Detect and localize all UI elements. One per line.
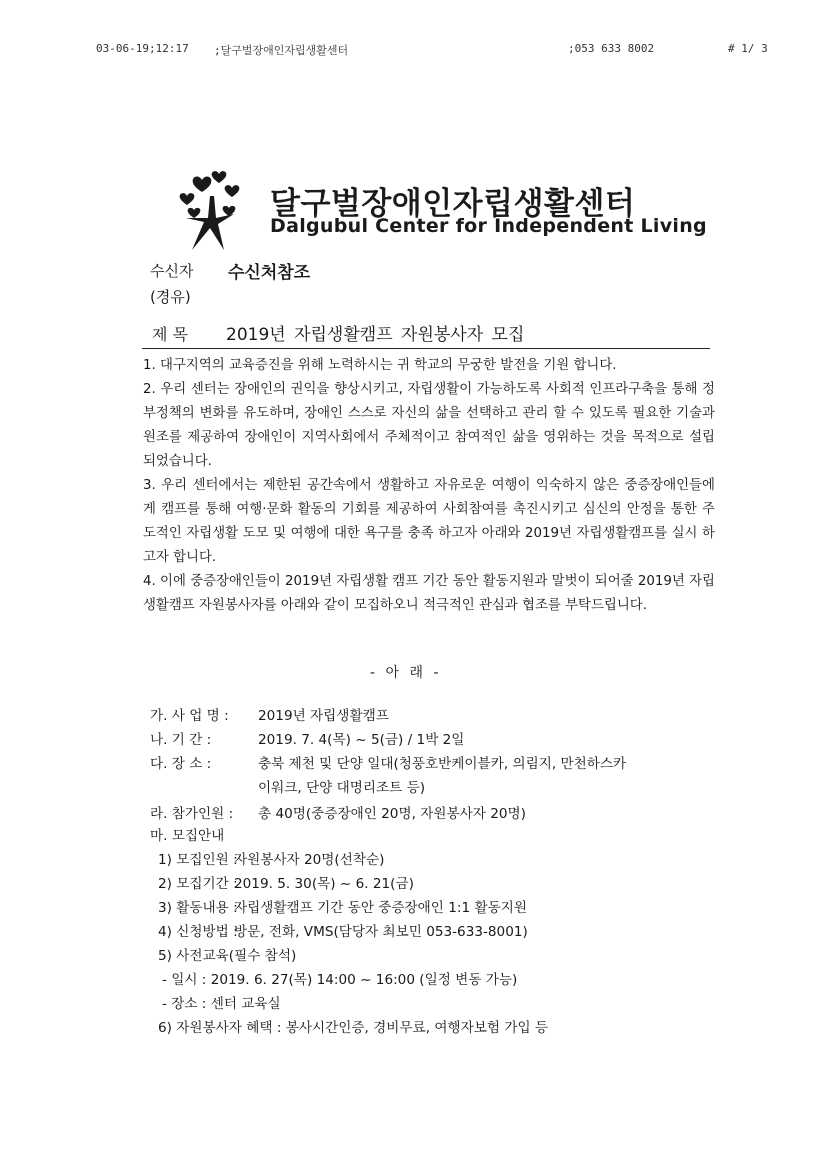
detail-project-name — [150, 704, 389, 724]
fax-phone: ;053 633 8002 — [568, 42, 655, 55]
detail-value: 2019년 자립생활캠프 — [258, 708, 389, 724]
hearts-tree-logo-icon — [174, 166, 248, 252]
pre-education-place: - 장소 : 센터 교육실 — [162, 996, 281, 1012]
detail-value: 총 40명(중증장애인 20명, 자원봉사자 20명) — [258, 806, 526, 822]
detail-location-continued: 이워크, 단양 대명리조트 등) — [258, 780, 426, 796]
fax-transmission-header — [96, 42, 786, 58]
detail-label: 1) 모집인원 : — [158, 852, 238, 868]
detail-label: 4) 신청방법 : — [158, 924, 238, 940]
detail-recruitment-heading: 마. 모집안내 — [150, 828, 225, 844]
fax-sender: ;달구벌장애인자립생활센터 — [214, 44, 349, 57]
detail-label: 2) 모집기간 : — [158, 876, 238, 892]
detail-participants — [150, 802, 526, 822]
recruit-item-5: 5) 사전교육(필수 참석) — [158, 948, 297, 964]
detail-label: 3) 활동내용 : — [158, 900, 238, 916]
recipient-value: 수신처참조 — [228, 263, 311, 283]
detail-value: 2019. 7. 4(목) ~ 5(금) / 1박 2일 — [258, 732, 465, 748]
subject-label: 제 목 — [152, 325, 188, 344]
fax-datetime: 03-06-19;12:17 — [96, 42, 189, 55]
detail-label: 나. 기 간 : — [150, 732, 212, 748]
body-paragraph-4: 4. 이에 중증장애인들이 2019년 자립생활 캠프 기간 동안 활동지원과 말벗이 되어줄 2019년 자립생활캠프 자원봉사자를 아래와 같이 모집하오니 적극적인 관심과 협조를 부탁드립니다. — [143, 574, 715, 613]
recruit-item-4 — [158, 920, 528, 940]
detail-period — [150, 728, 464, 748]
organization-name-korean: 달구벌장애인자립생활센터 — [270, 186, 636, 222]
detail-label: 라. 참가인원 : — [150, 806, 234, 822]
recruit-item-2 — [158, 872, 414, 892]
detail-label: 가. 사 업 명 : — [150, 708, 229, 724]
via-label: (경유) — [150, 288, 191, 306]
fax-page-counter: # 1/ 3 — [728, 42, 768, 55]
detail-location — [150, 752, 626, 772]
subject-divider — [142, 348, 710, 349]
body-paragraph-2: 2. 우리 센터는 장애인의 권익을 향상시키고, 자립생활이 가능하도록 사회적 인프라구축을 통해 정부정책의 변화를 유도하며, 장애인 스스로 자신의 삶을 선택하고 관리 할 수 있도록 필요한 기술과 원조를 제공하여 장애인이 지역사회에서 주체적이고 참여적인 삶을 영위하는 것을 목적으로 설립되었습니다. — [143, 382, 715, 469]
organization-name-english: Dalgubul Center for Independent Living — [270, 215, 707, 237]
detail-value: 자원봉사자 20명(선착순) — [234, 852, 385, 868]
detail-value: 자립생활캠프 기간 동안 중증장애인 1:1 활동지원 — [234, 900, 527, 916]
pre-education-time: - 일시 : 2019. 6. 27(목) 14:00 ~ 16:00 (일정 변동 가능) — [162, 972, 518, 988]
detail-value: 방문, 전화, VMS(담당자 최보민 053-633-8001) — [234, 924, 528, 940]
annex-heading: - 아 래 - — [370, 665, 439, 681]
body-paragraph-3: 3. 우리 센터에서는 제한된 공간속에서 생활하고 자유로운 여행이 익숙하지 않은 중증장애인들에게 캠프를 통해 여행·문화 활동의 기회를 제공하여 사회참여를 촉진시키고 심신의 안정을 통한 주도적인 자립생활 도모 및 여행에 대한 욕구를 충족 하고자 아래와 2019년 자립생활캠프를 실시 하고자 합니다. — [143, 478, 715, 565]
recipient-label: 수신자 — [150, 262, 194, 280]
recruit-item-3 — [158, 896, 527, 916]
volunteer-benefits: 6) 자원봉사자 혜택 : 봉사시간인증, 경비무료, 여행자보험 가입 등 — [158, 1020, 549, 1036]
recruit-item-1 — [158, 848, 384, 868]
subject-title: 2019년 자립생활캠프 자원봉사자 모집 — [226, 325, 525, 345]
body-paragraph-1: 1. 대구지역의 교육증진을 위해 노력하시는 귀 학교의 무궁한 발전을 기원 합니다. — [143, 358, 617, 373]
detail-value: 2019. 5. 30(목) ~ 6. 21(금) — [234, 876, 414, 892]
detail-value: 충북 제천 및 단양 일대(청풍호반케이블카, 의림지, 만천하스카 — [258, 756, 627, 772]
detail-label: 다. 장 소 : — [150, 756, 212, 772]
